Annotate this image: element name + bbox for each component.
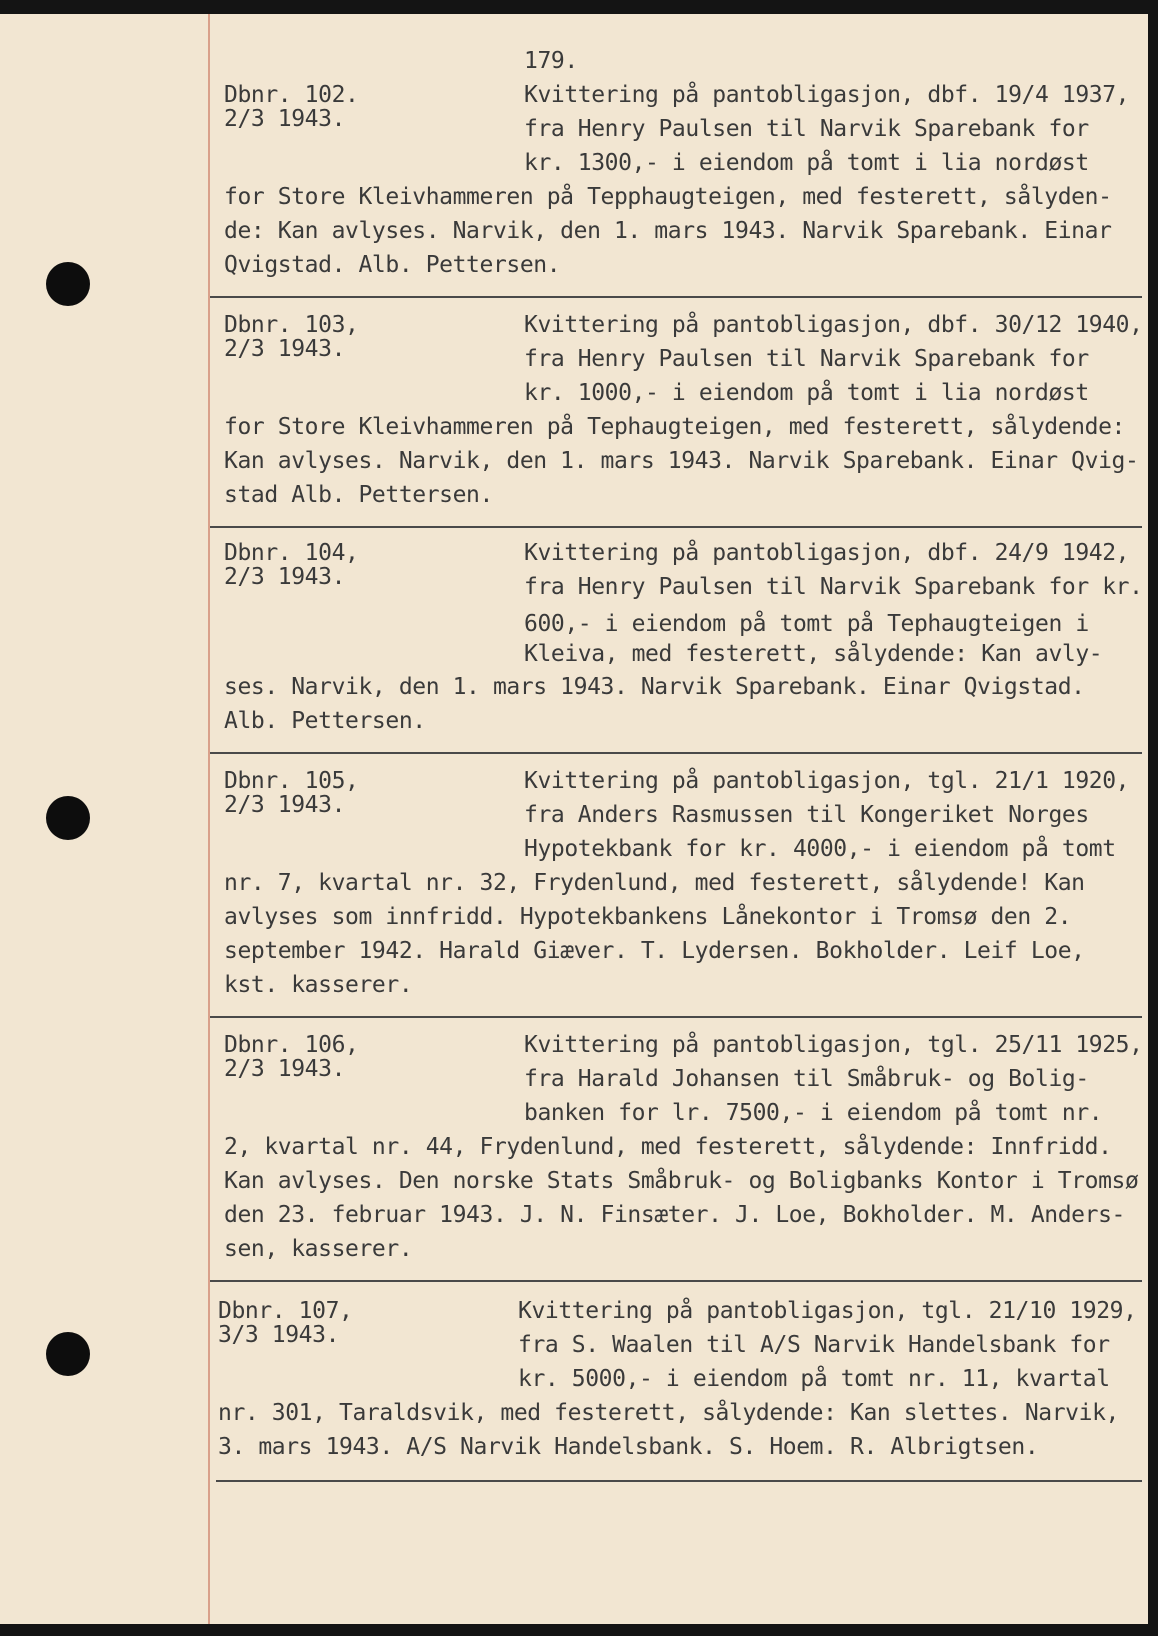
entry-date: 2/3 1943. <box>224 106 346 132</box>
entry-line: Kan avlyses. Narvik, den 1. mars 1943. Narvik Sparebank. Einar Qvig- <box>224 448 1139 474</box>
entry-line: Hypotekbank for kr. 4000,- i eiendom på tomt <box>524 836 1116 862</box>
entry-line: kst. kasserer. <box>224 972 413 998</box>
entry-ref: Dbnr. 107, <box>218 1298 353 1324</box>
entry-line: avlyses som innfridd. Hypotekbankens Lånekontor i Tromsø den 2. <box>224 904 1072 930</box>
entry-line: fra Henry Paulsen til Narvik Sparebank for <box>524 346 1089 372</box>
entry-separator <box>210 1280 1142 1282</box>
entry-date: 2/3 1943. <box>224 336 346 362</box>
entry-line: Alb. Pettersen. <box>224 708 426 734</box>
entry-separator <box>210 1016 1142 1018</box>
entry-line: Qvigstad. Alb. Pettersen. <box>224 252 561 278</box>
entry-line: kr. 5000,- i eiendom på tomt nr. 11, kvartal <box>518 1366 1110 1392</box>
entry-ref: Dbnr. 105, <box>224 768 359 794</box>
entry-line: Kan avlyses. Den norske Stats Småbruk- og Boligbanks Kontor i Tromsø <box>224 1168 1139 1194</box>
entry-line: kr. 1300,- i eiendom på tomt i lia nordøst <box>524 150 1089 176</box>
entry-line: banken for lr. 7500,- i eiendom på tomt nr. <box>524 1100 1103 1126</box>
entry-line: september 1942. Harald Giæver. T. Lydersen. Bokholder. Leif Loe, <box>224 938 1085 964</box>
entry-line: for Store Kleivhammeren på Tephaugteigen, med festerett, sålydende: <box>224 414 1125 440</box>
entry-line: Kleiva, med festerett, sålydende: Kan avly- <box>524 641 1103 667</box>
entry-line: de: Kan avlyses. Narvik, den 1. mars 1943. Narvik Sparebank. Einar <box>224 218 1112 244</box>
entry-ref: Dbnr. 106, <box>224 1032 359 1058</box>
entry-separator <box>210 752 1142 754</box>
entry-line: fra Henry Paulsen til Narvik Sparebank for <box>524 116 1089 142</box>
entry-line: nr. 7, kvartal nr. 32, Frydenlund, med festerett, sålydende! Kan <box>224 870 1085 896</box>
entry-line: sen, kasserer. <box>224 1236 413 1262</box>
entry-line: 3. mars 1943. A/S Narvik Handelsbank. S. Hoem. R. Albrigtsen. <box>218 1434 1039 1460</box>
entry-line: Kvittering på pantobligasjon, tgl. 21/1 1920, <box>524 768 1130 794</box>
entry-line: fra S. Waalen til A/S Narvik Handelsbank for <box>518 1332 1110 1358</box>
entry-date: 2/3 1943. <box>224 564 346 590</box>
entry-date: 2/3 1943. <box>224 792 346 818</box>
entry-ref: Dbnr. 103, <box>224 312 359 338</box>
entry-line: Kvittering på pantobligasjon, tgl. 25/11 1925, <box>524 1032 1143 1058</box>
entry-line: 2, kvartal nr. 44, Frydenlund, med festerett, sålydende: Innfridd. <box>224 1134 1112 1160</box>
entry-line: kr. 1000,- i eiendom på tomt i lia nordøst <box>524 380 1089 406</box>
entry-line: Kvittering på pantobligasjon, tgl. 21/10 1929, <box>518 1298 1137 1324</box>
entry-separator <box>210 296 1142 298</box>
entry-line: fra Harald Johansen til Småbruk- og Bolig- <box>524 1066 1089 1092</box>
entry-ref: Dbnr. 102. <box>224 82 359 108</box>
entry-line: Kvittering på pantobligasjon, dbf. 30/12 1940, <box>524 312 1143 338</box>
entry-line: 600,- i eiendom på tomt på Tephaugteigen i <box>524 611 1089 637</box>
margin-rule <box>208 14 210 1624</box>
entry-ref: Dbnr. 104, <box>224 540 359 566</box>
punch-hole <box>46 1332 90 1376</box>
entry-date: 3/3 1943. <box>218 1322 340 1348</box>
page-number: 179. <box>524 48 578 74</box>
entry-date: 2/3 1943. <box>224 1056 346 1082</box>
punch-hole <box>46 796 90 840</box>
entry-line: den 23. februar 1943. J. N. Finsæter. J. Loe, Bokholder. M. Anders- <box>224 1202 1125 1228</box>
entry-line: fra Henry Paulsen til Narvik Sparebank for kr. <box>524 574 1143 600</box>
entry-separator <box>216 1480 1142 1482</box>
entry-line: fra Anders Rasmussen til Kongeriket Norges <box>524 802 1089 828</box>
ledger-page <box>0 14 1148 1624</box>
punch-hole <box>46 262 90 306</box>
entry-line: ses. Narvik, den 1. mars 1943. Narvik Sparebank. Einar Qvigstad. <box>224 674 1085 700</box>
entry-line: for Store Kleivhammeren på Tepphaugteigen, med festerett, sålyden- <box>224 184 1112 210</box>
entry-line: Kvittering på pantobligasjon, dbf. 19/4 1937, <box>524 82 1130 108</box>
entry-line: stad Alb. Pettersen. <box>224 482 493 508</box>
entry-separator <box>210 526 1142 528</box>
entry-line: Kvittering på pantobligasjon, dbf. 24/9 1942, <box>524 540 1130 566</box>
entry-line: nr. 301, Taraldsvik, med festerett, sålydende: Kan slettes. Narvik, <box>218 1400 1119 1426</box>
